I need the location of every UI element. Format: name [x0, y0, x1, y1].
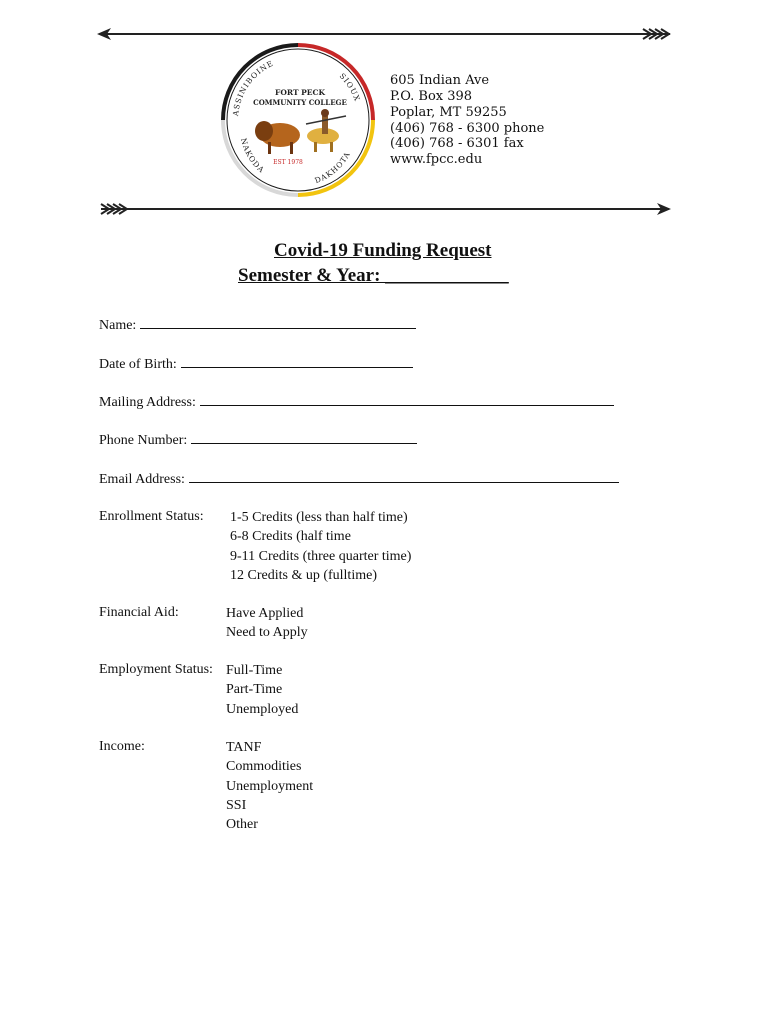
name-line[interactable]: [140, 316, 416, 329]
enrollment-option[interactable]: 12 Credits & up (fulltime): [230, 567, 377, 583]
dob-field[interactable]: [99, 355, 413, 373]
income-option[interactable]: Unemployment: [226, 778, 314, 794]
svg-text:ASSINIBOINE: [231, 59, 275, 118]
ring-word-dakhota: DAKHOTA: [313, 149, 353, 186]
phone-label: Phone Number:: [99, 433, 188, 448]
logo-established: EST 1978: [273, 159, 303, 166]
logo-name-line1: FORT PECK: [275, 88, 325, 97]
mailing-field[interactable]: [99, 393, 614, 411]
employment-option[interactable]: Unemployed: [226, 701, 299, 717]
form-title: Covid-19 Funding Request: [274, 240, 492, 261]
phone-field[interactable]: [99, 431, 417, 449]
email-line[interactable]: [189, 470, 619, 483]
enrollment-option[interactable]: 9-11 Credits (three quarter time): [230, 548, 412, 564]
logo-name-line2: COMMUNITY COLLEGE: [253, 98, 347, 107]
ring-word-assiniboine: ASSINIBOINE: [231, 58, 276, 117]
employment-options: [226, 661, 298, 719]
address-street: 605 Indian Ave: [390, 73, 490, 88]
phone-line[interactable]: [191, 431, 417, 444]
mailing-line[interactable]: [200, 393, 614, 406]
address-phone: (406) 768 - 6300 phone: [390, 121, 545, 136]
financial-aid-option[interactable]: Have Applied: [226, 606, 304, 621]
name-field[interactable]: [99, 316, 416, 334]
mailing-label: Mailing Address:: [99, 395, 196, 410]
ring-word-nakoda: NAKODA: [238, 137, 267, 175]
enrollment-option[interactable]: 1-5 Credits (less than half time): [230, 510, 408, 525]
income-option[interactable]: Commodities: [226, 759, 302, 775]
employment-label: Employment Status:: [99, 662, 213, 677]
financial-aid-options: [226, 604, 308, 643]
email-field[interactable]: [99, 470, 619, 488]
dob-line[interactable]: [181, 355, 413, 368]
buffalo-icon: [255, 121, 300, 154]
semester-year-field[interactable]: Semester & Year: _____________: [238, 265, 509, 286]
address-po-box: P.O. Box 398: [390, 89, 473, 104]
financial-aid-option[interactable]: Need to Apply: [226, 625, 308, 641]
top-arrow-divider: [95, 27, 675, 41]
name-label: Name:: [99, 318, 137, 333]
college-logo: [218, 40, 378, 200]
email-label: Email Address:: [99, 472, 185, 487]
income-label: Income:: [99, 739, 145, 754]
address-web[interactable]: www.fpcc.edu: [390, 152, 483, 167]
dob-label: Date of Birth:: [99, 357, 177, 372]
enrollment-label: Enrollment Status:: [99, 509, 204, 524]
enrollment-options: [230, 508, 411, 585]
address-fax: (406) 768 - 6301 fax: [390, 136, 524, 151]
income-option[interactable]: Other: [226, 817, 258, 833]
rider-icon: [306, 109, 346, 152]
address-city: Poplar, MT 59255: [390, 105, 507, 120]
employment-option[interactable]: Part-Time: [226, 682, 283, 698]
financial-aid-label: Financial Aid:: [99, 605, 179, 620]
income-option[interactable]: TANF: [226, 740, 262, 755]
employment-option[interactable]: Full-Time: [226, 663, 283, 678]
income-options: [226, 738, 313, 834]
bottom-arrow-divider: [95, 202, 675, 216]
enrollment-option[interactable]: 6-8 Credits (half time: [230, 529, 351, 545]
ring-word-sioux: SIOUX: [337, 71, 362, 103]
income-option[interactable]: SSI: [226, 797, 247, 813]
